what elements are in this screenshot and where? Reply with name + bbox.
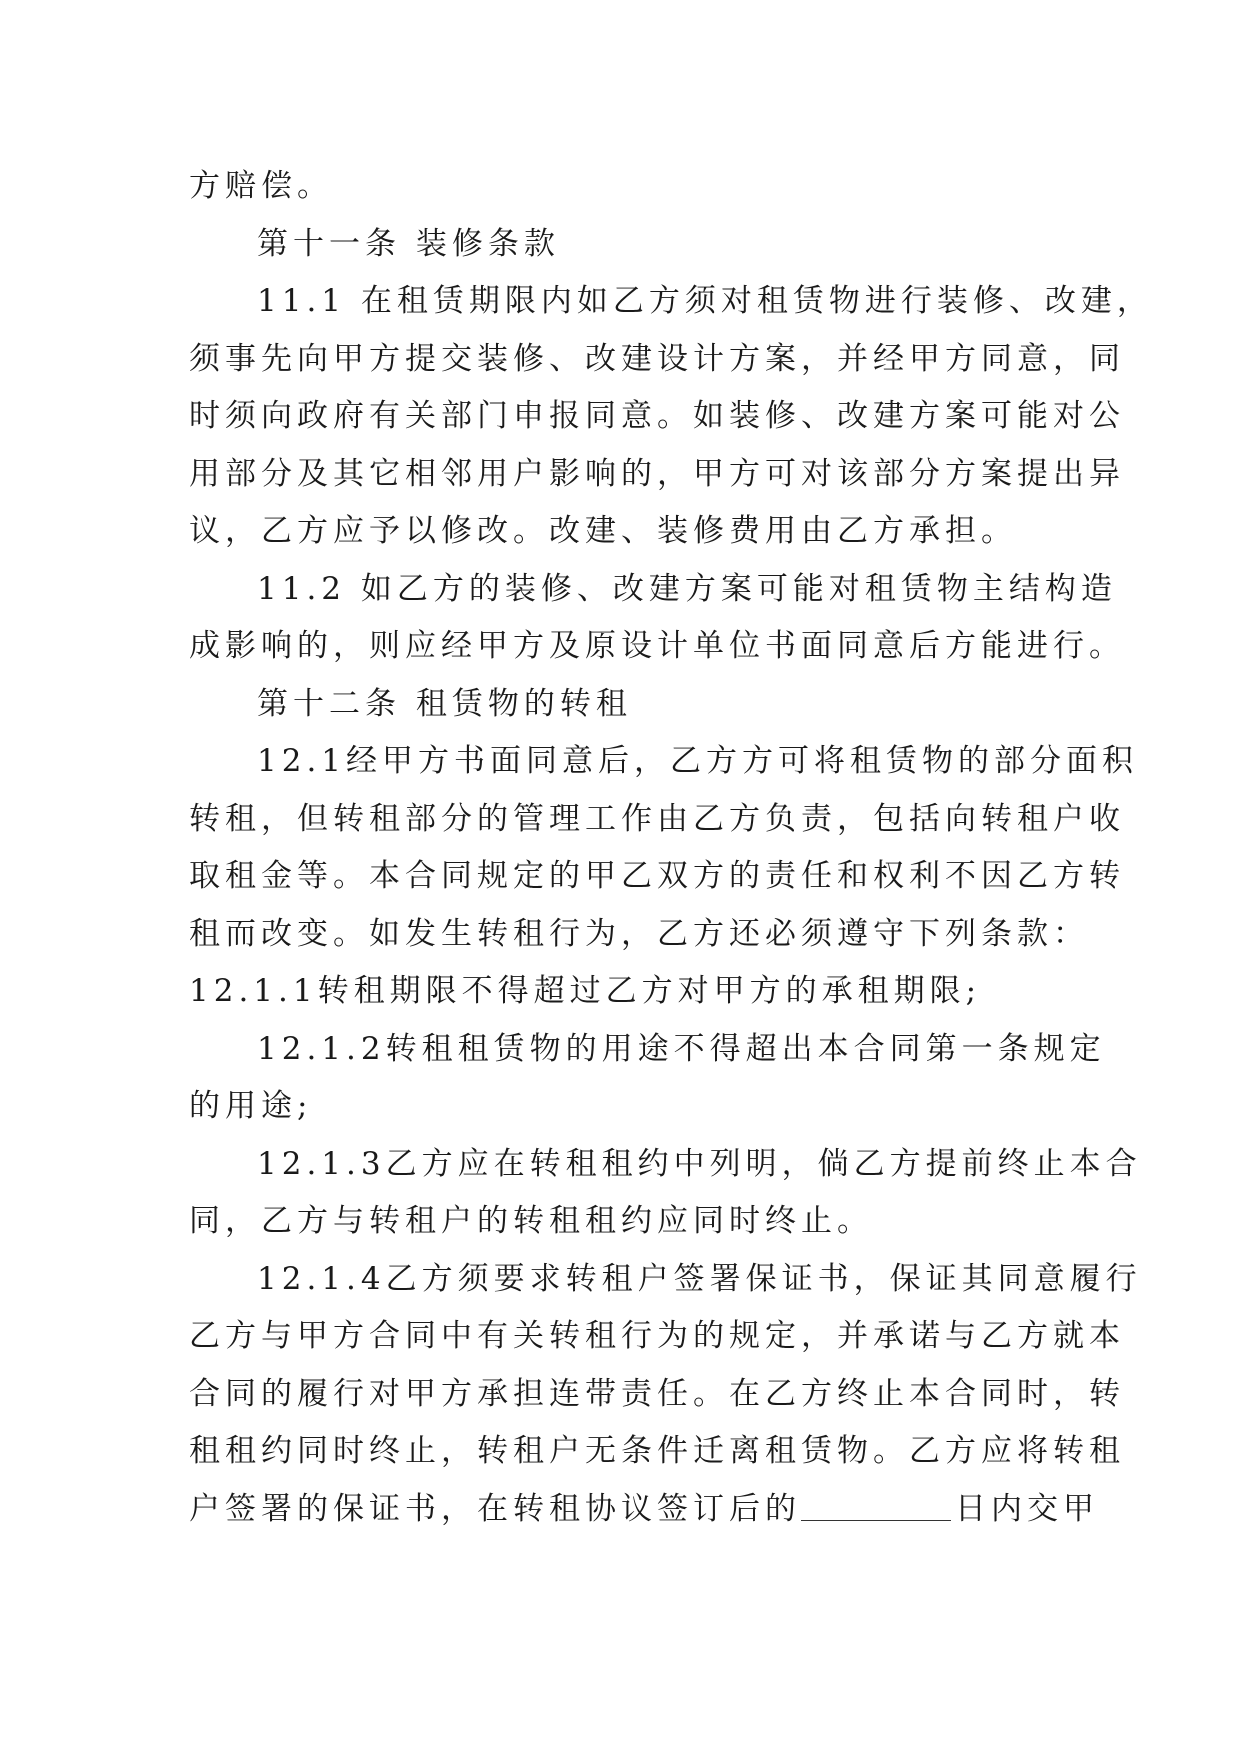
text-line: 合同的履行对甲方承担连带责任。在乙方终止本合同时，转 bbox=[189, 1375, 1125, 1412]
text-line: 方赔偿。 bbox=[189, 168, 333, 204]
text-line: 须事先向甲方提交装修、改建设计方案，并经甲方同意，同 bbox=[189, 340, 1125, 377]
article-12-heading: 第十二条 租赁物的转租 bbox=[257, 685, 632, 722]
text-line: 12.1.4乙方须要求转租户签署保证书，保证其同意履行 bbox=[257, 1260, 1142, 1297]
text-line: 12.1.3乙方应在转租租约中列明，倘乙方提前终止本合 bbox=[257, 1145, 1142, 1182]
text-line: 12.1.1转租期限不得超过乙方对甲方的承租期限; bbox=[189, 973, 982, 1009]
fill-in-blank bbox=[801, 1490, 951, 1521]
text-line: 取租金等。本合同规定的甲乙双方的责任和权利不因乙方转 bbox=[189, 858, 1125, 894]
contract-text bbox=[189, 158, 1153, 1538]
text-line: 转租，但转租部分的管理工作由乙方负责，包括向转租户收 bbox=[189, 800, 1125, 837]
text-line: 用部分及其它相邻用户影响的，甲方可对该部分方案提出异 bbox=[189, 455, 1125, 492]
text-line: 成影响的，则应经甲方及原设计单位书面同意后方能进行。 bbox=[189, 628, 1125, 664]
text-line: 租租约同时终止，转租户无条件迁离租赁物。乙方应将转租 bbox=[189, 1433, 1125, 1469]
last-line-after-blank: 日内交甲 bbox=[955, 1490, 1099, 1527]
text-line: 租而改变。如发生转租行为，乙方还必须遵守下列条款： bbox=[189, 915, 1089, 952]
text-line: 12.1.2转租租赁物的用途不得超出本合同第一条规定 bbox=[257, 1030, 1106, 1067]
text-line: 的用途; bbox=[189, 1088, 313, 1124]
text-line: 时须向政府有关部门申报同意。如装修、改建方案可能对公 bbox=[189, 398, 1125, 434]
text-line: 议，乙方应予以修改。改建、装修费用由乙方承担。 bbox=[189, 513, 1017, 549]
article-11-heading: 第十一条 装修条款 bbox=[257, 225, 560, 262]
text-line: 11.1 在租赁期限内如乙方须对租赁物进行装修、改建， bbox=[257, 283, 1153, 319]
last-text-line bbox=[189, 1481, 1099, 1539]
text-line: 乙方与甲方合同中有关转租行为的规定，并承诺与乙方就本 bbox=[189, 1318, 1125, 1354]
last-line-before-blank: 户签署的保证书，在转租协议签订后的 bbox=[189, 1490, 801, 1527]
text-line: 11.2 如乙方的装修、改建方案可能对租赁物主结构造 bbox=[257, 570, 1117, 607]
text-line: 12.1经甲方书面同意后，乙方方可将租赁物的部分面积 bbox=[257, 743, 1139, 779]
text-line: 同，乙方与转租户的转租租约应同时终止。 bbox=[189, 1203, 873, 1239]
